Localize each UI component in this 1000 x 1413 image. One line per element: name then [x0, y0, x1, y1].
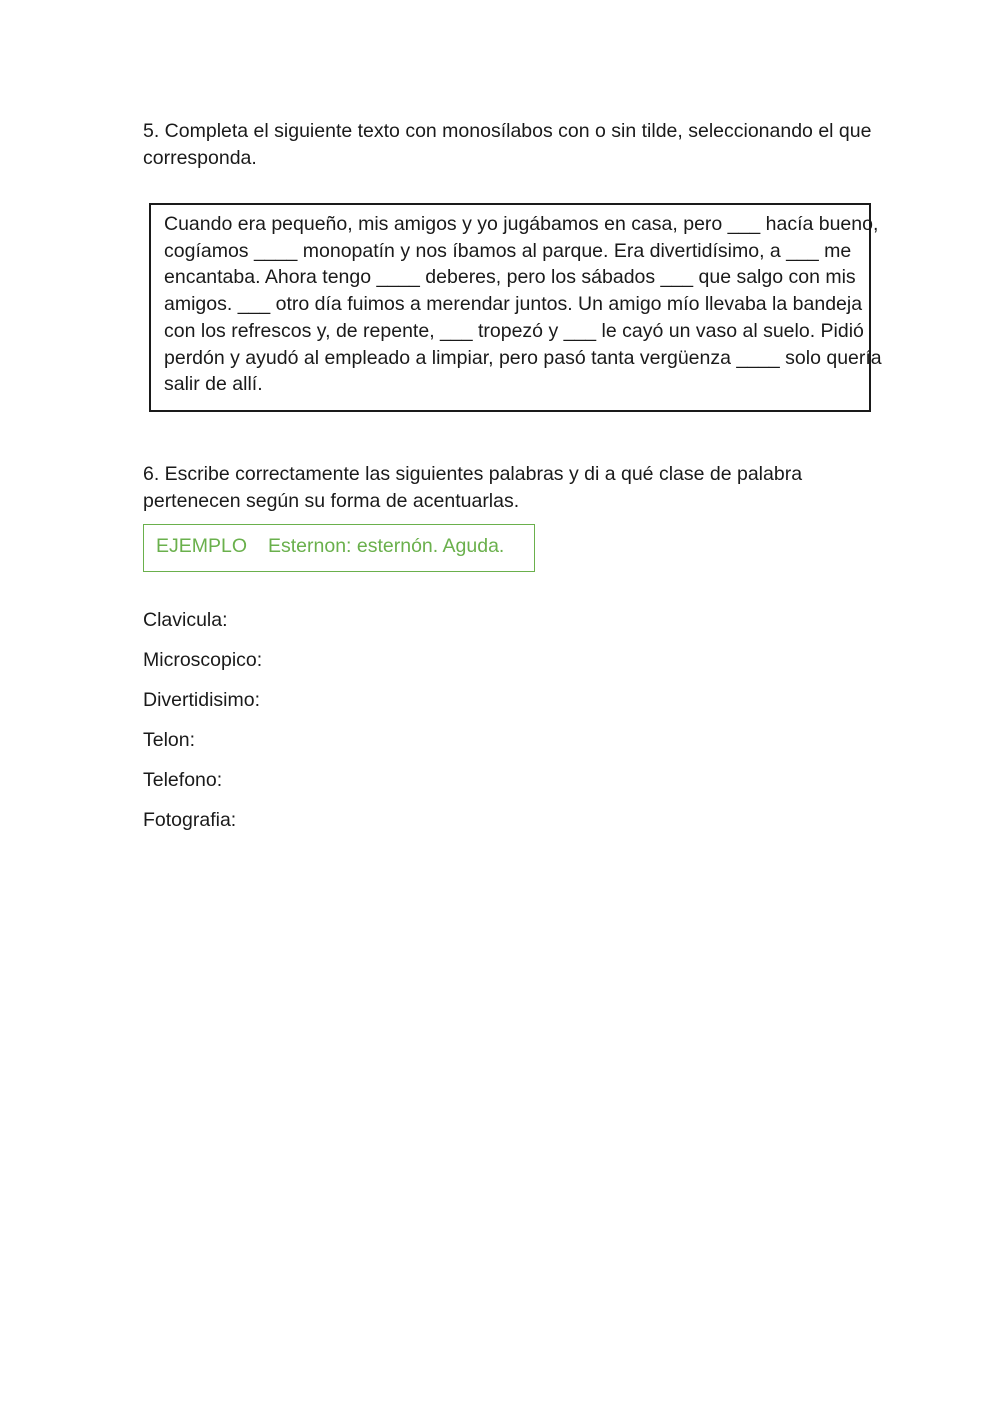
word-list [143, 607, 262, 847]
example-box [143, 524, 535, 572]
word-item-microscopico: Microscopico: [143, 649, 263, 671]
instruction-line: 6. Escribe correctamente las siguientes palabras y di a qué clase de palabra [143, 463, 803, 485]
example-text: Esternon: esternón. Aguda. [268, 535, 505, 557]
instruction-line: 5. Completa el siguiente texto con monosílabos con o sin tilde, seleccionando el que [143, 120, 872, 142]
exercise-6-instructions [143, 461, 883, 514]
instruction-line: corresponda. [143, 146, 257, 169]
text-line: Cuando era pequeño, mis amigos y yo jugábamos en casa, pero ___ hacía bueno, [164, 213, 879, 235]
fill-in-text-box [149, 203, 882, 412]
text-line: amigos. ___ otro día fuimos a merendar juntos. Un amigo mío llevaba la bandeja [164, 293, 863, 316]
instruction-line: pertenecen según su forma de acentuarlas. [143, 489, 520, 512]
text-line: encantaba. Ahora tengo ____ deberes, pero los sábados ___ que salgo con mis [164, 266, 856, 289]
word-item-telon: Telon: [143, 729, 196, 751]
text-line: con los refrescos y, de repente, ___ tropezó y ___ le cayó un vaso al suelo. Pidió [164, 319, 864, 342]
text-line: perdón y ayudó al empleado a limpiar, pero pasó tanta vergüenza ____ solo quería [164, 346, 882, 369]
word-item-clavicula: Clavicula: [143, 609, 228, 631]
word-item-divertidisimo: Divertidisimo: [143, 689, 261, 711]
exercise-5-instructions [143, 118, 883, 171]
text-line: cogíamos ____ monopatín y nos íbamos al parque. Era divertidísimo, a ___ me [164, 239, 852, 262]
word-item-fotografia: Fotografia: [143, 809, 237, 831]
text-line: salir de allí. [164, 373, 263, 396]
example-label: EJEMPLO [156, 535, 248, 557]
word-item-telefono: Telefono: [143, 769, 223, 791]
